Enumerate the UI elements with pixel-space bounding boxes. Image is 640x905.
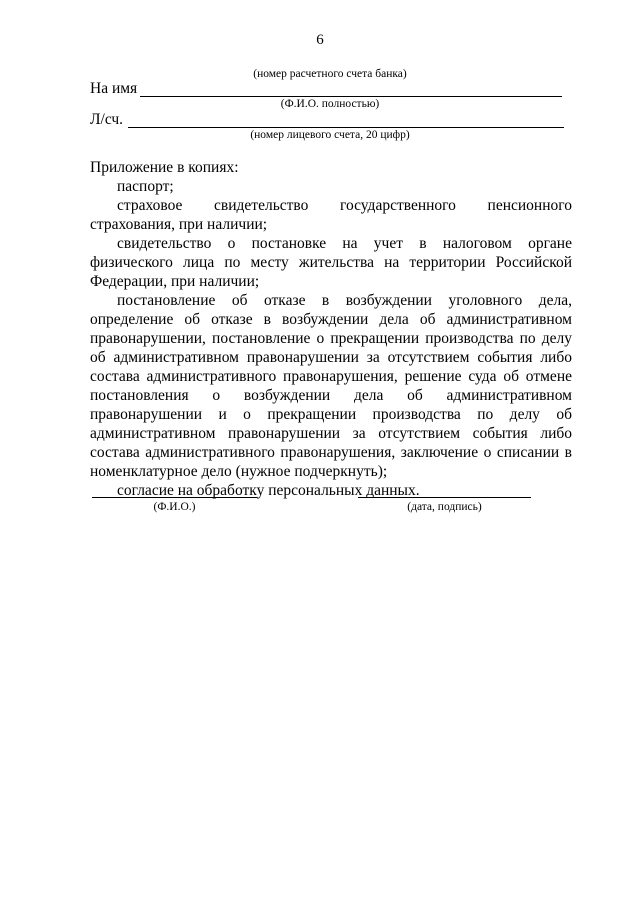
- attachments-heading: Приложение в копиях:: [90, 159, 239, 176]
- attachment-item-consent: согласие на обработку персональных данных.: [117, 482, 420, 499]
- name-field-caption: (Ф.И.О. полностью): [280, 98, 380, 110]
- name-field-line[interactable]: [140, 96, 562, 97]
- attachments-section: [90, 158, 572, 500]
- signature-date-line[interactable]: [358, 497, 531, 498]
- signature-date-caption: (дата, подпись): [407, 501, 482, 513]
- attachment-item-passport: паспорт;: [117, 178, 174, 195]
- account-field-label: Л/сч.: [90, 111, 124, 128]
- bank-account-caption: (номер расчетного счета банка): [253, 68, 407, 80]
- signature-name-line[interactable]: [92, 497, 257, 498]
- page-number: 6: [316, 32, 324, 48]
- attachment-item-decision: постановление об отказе в возбуждении уголовного дела, определение об отказе в возбуждении дела об административном правонарушении, постановление о прекращении производства по делу об административном правонарушении за отсутствием события либо состава административного правонарушения, решение суда об отмене постановления о возбуждении дела об административном правонарушении и о прекращении производства по делу об административном правонарушении за отсутствием события либо состава административного правонарушения, заключение о списании в номенклатурное дело (нужное подчеркнуть);: [90, 292, 572, 480]
- signature-name-caption: (Ф.И.О.): [153, 501, 196, 513]
- name-field-label: На имя: [90, 80, 138, 97]
- account-field-line[interactable]: [128, 127, 564, 128]
- attachment-item-pension-certificate: страховое свидетельство государственного пенсионного страхования, при наличии;: [90, 197, 572, 233]
- attachment-item-tax-certificate: свидетельство о постановке на учет в налоговом органе физического лица по месту жительства на территории Российской Федерации, при наличии;: [90, 235, 572, 290]
- account-field-caption: (номер лицевого счета, 20 цифр): [250, 129, 410, 141]
